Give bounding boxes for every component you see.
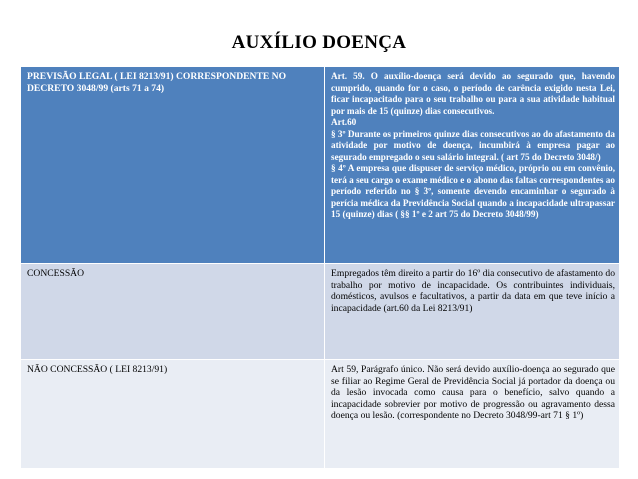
non-concession-paragraph: Art 59, Parágrafo único. Não será devido auxílio-doença ao segurado que se filiar ao Regime Geral de Previdência Social já portador da doença ou da lesão invocada como causa para o benefício, salvo quando a incapacidade sobrevier por motivo de progressão ou agravamento dessa doença ou lesão. (correspondente no Decreto 3048/99-art 71 § 1º) <box>331 364 615 422</box>
concession-label: CONCESSÃO <box>21 264 325 360</box>
page-title: AUXÍLIO DOENÇA <box>231 32 407 53</box>
paragraph-3: § 3º Durante os primeiros quinze dias consecutivos ao do afastamento da atividade por motivo de doença, incumbirá à empresa pagar ao segurado empregado o seu salário integral. ( art 75 do Decreto 3048/) <box>331 128 615 162</box>
legal-basis-label: PREVISÃO LEGAL ( LEI 8213/91) CORRESPONDENTE NO DECRETO 3048/99 (arts 71 a 74) <box>21 67 325 264</box>
legal-basis-text <box>325 67 620 264</box>
table-row <box>21 264 620 360</box>
table-row <box>21 67 620 264</box>
non-concession-text <box>325 360 620 469</box>
art59-paragraph: Art. 59. O auxílio-doença será devido ao segurado que, havendo cumprido, quando for o caso, o período de carência exigido nesta Lei, ficar incapacitado para o seu trabalho ou para a sua atividade habitual por mais de 15 (quinze) dias consecutivos. <box>331 71 615 116</box>
art60-heading: Art.60 <box>331 117 357 127</box>
benefit-table <box>20 66 620 469</box>
table-row <box>21 360 620 469</box>
non-concession-label: NÃO CONCESSÃO ( LEI 8213/91) <box>21 360 325 469</box>
paragraph-4: § 4º A empresa que dispuser de serviço médico, próprio ou em convênio, terá a seu cargo o exame médico e o abono das faltas correspondentes ao período referido no § 3º, somente devendo encaminhar o segurado à perícia médica da Previdência Social quando a incapacidade ultrapassar 15 (quinze) dias ( §§ 1º e 2 art 75 do Decreto 3048/99) <box>331 163 615 219</box>
concession-text <box>325 264 620 360</box>
concession-paragraph: Empregados têm direito a partir do 16º dia consecutivo de afastamento do trabalho por motivo de incapacidade. Os contribuintes individuais, domésticos, avulsos e facultativos, a partir da data em que teve início a incapacidade (art.60 da Lei 8213/91) <box>331 268 615 314</box>
